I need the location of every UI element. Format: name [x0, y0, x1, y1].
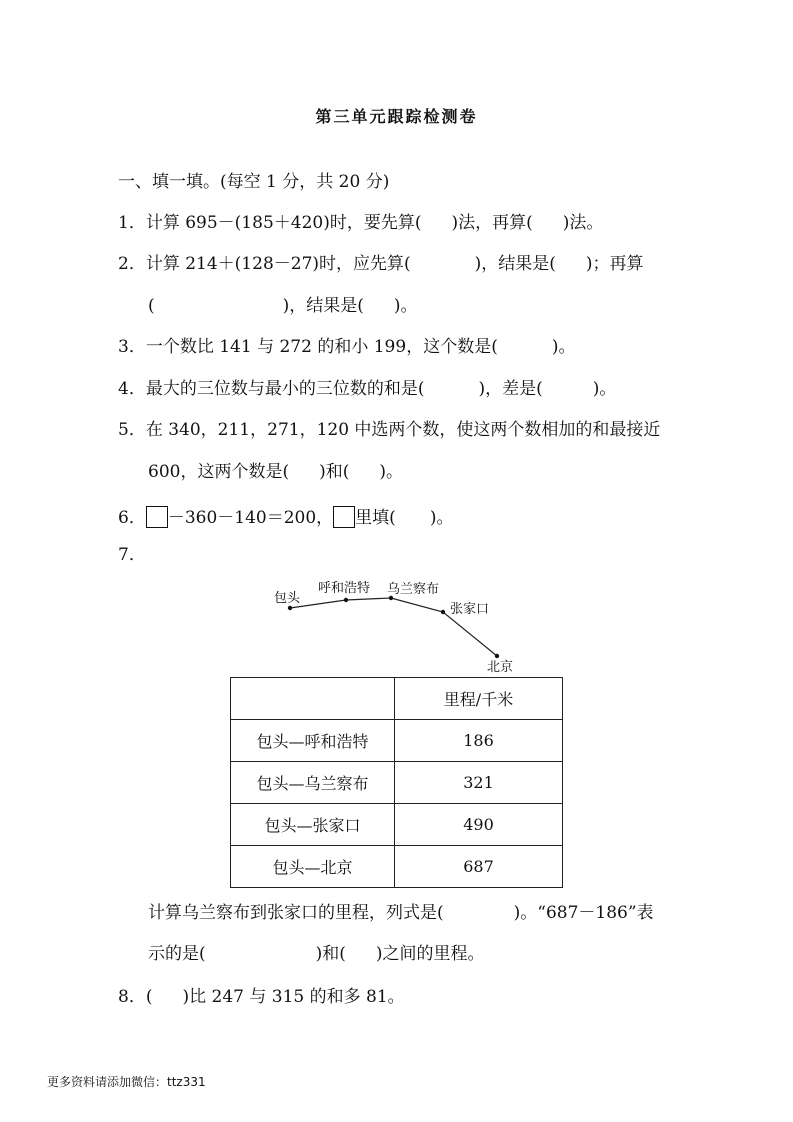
question-text: )和( — [315, 944, 346, 964]
question-text: )；再算 — [585, 254, 644, 274]
city-dot — [288, 606, 292, 610]
section-heading: 一、填一填。(每空 1 分，共 20 分) — [118, 172, 390, 192]
table-row — [231, 762, 563, 804]
question-7-text-continued — [148, 943, 485, 965]
question-number: 1． — [118, 213, 146, 233]
question-text: )，差是( — [478, 379, 543, 399]
question-number: 6． — [118, 508, 146, 528]
question-text: 计算 214＋(128－27)时，应先算( — [145, 254, 411, 274]
question-text: 计算 695－(185＋420)时，要先算( — [145, 213, 422, 233]
question-text: －360－140＝200， — [167, 508, 334, 528]
question-text: )。 — [393, 296, 418, 316]
question-text: 计算乌兰察布到张家口的里程，列式是( — [148, 903, 444, 923]
question-5-continued — [148, 461, 403, 483]
table-row — [231, 846, 563, 888]
question-number: 3． — [118, 337, 146, 357]
city-label-beijing: 北京 — [487, 660, 514, 675]
table-cell-route: 包头—呼和浩特 — [231, 720, 395, 762]
question-text: )法，再算( — [451, 213, 533, 233]
table-cell-distance: 687 — [395, 846, 563, 888]
city-label-baotou: 包头 — [274, 591, 301, 606]
question-text: 示的是( — [148, 944, 206, 964]
table-header-row — [231, 678, 563, 720]
question-text: ( — [145, 987, 153, 1007]
table-header-cell: 里程/千米 — [395, 678, 563, 720]
question-8 — [118, 986, 405, 1008]
answer-box[interactable] — [146, 506, 168, 528]
question-text: 最大的三位数与最小的三位数的和是( — [145, 379, 425, 399]
question-text: )和( — [319, 462, 350, 482]
city-label-hohhot: 呼和浩特 — [318, 581, 371, 596]
question-7-text — [148, 902, 654, 924]
question-number: 2． — [118, 254, 146, 274]
question-text: )。“687－186”表 — [513, 903, 654, 923]
table-cell-distance: 186 — [395, 720, 563, 762]
question-text: 在 340，211，271，120 中选两个数，使这两个数相加的和最接近 — [145, 420, 661, 440]
city-label-zhangjiakou: 张家口 — [450, 602, 490, 617]
page-title: 第三单元跟踪检测卷 — [315, 107, 478, 126]
question-text: )。 — [429, 508, 454, 528]
table-header-cell — [231, 678, 395, 720]
table-cell-route: 包头—张家口 — [231, 804, 395, 846]
table-cell-route: 包头—乌兰察布 — [231, 762, 395, 804]
answer-box[interactable] — [333, 506, 355, 528]
question-text: )比 247 与 315 的和多 81。 — [182, 987, 405, 1007]
question-text: )。 — [379, 462, 403, 482]
footer-note: 更多资料请添加微信：ttz331 — [47, 1075, 206, 1089]
city-label-ulanqab: 乌兰察布 — [387, 582, 440, 597]
question-number: 4． — [118, 379, 146, 399]
question-text: )，结果是( — [282, 296, 364, 316]
question-2-continued — [148, 295, 418, 317]
table-cell-distance: 321 — [395, 762, 563, 804]
question-number: 5． — [118, 420, 146, 440]
table-row — [231, 720, 563, 762]
table-row — [231, 804, 563, 846]
question-text: )，结果是( — [474, 254, 556, 274]
question-text: 一个数比 141 与 272 的和小 199，这个数是( — [145, 337, 498, 357]
question-text: 里填( — [355, 508, 396, 528]
question-text: )之间的里程。 — [375, 944, 485, 964]
question-number: 7． — [118, 545, 146, 565]
question-text: )法。 — [562, 213, 604, 233]
question-text: 600，这两个数是( — [148, 462, 290, 482]
city-dot — [441, 610, 445, 614]
question-4 — [118, 378, 616, 400]
question-7 — [118, 544, 146, 566]
question-text: )。 — [592, 379, 617, 399]
question-number: 8． — [118, 987, 146, 1007]
question-3 — [118, 336, 575, 358]
question-6 — [118, 506, 453, 529]
question-text: )。 — [551, 337, 576, 357]
question-5 — [118, 419, 660, 441]
question-1 — [118, 212, 603, 234]
distance-table — [230, 677, 563, 888]
table-cell-distance: 490 — [395, 804, 563, 846]
city-dot — [344, 598, 348, 602]
question-text: ( — [148, 296, 155, 316]
table-cell-route: 包头—北京 — [231, 846, 395, 888]
question-2 — [118, 253, 644, 275]
